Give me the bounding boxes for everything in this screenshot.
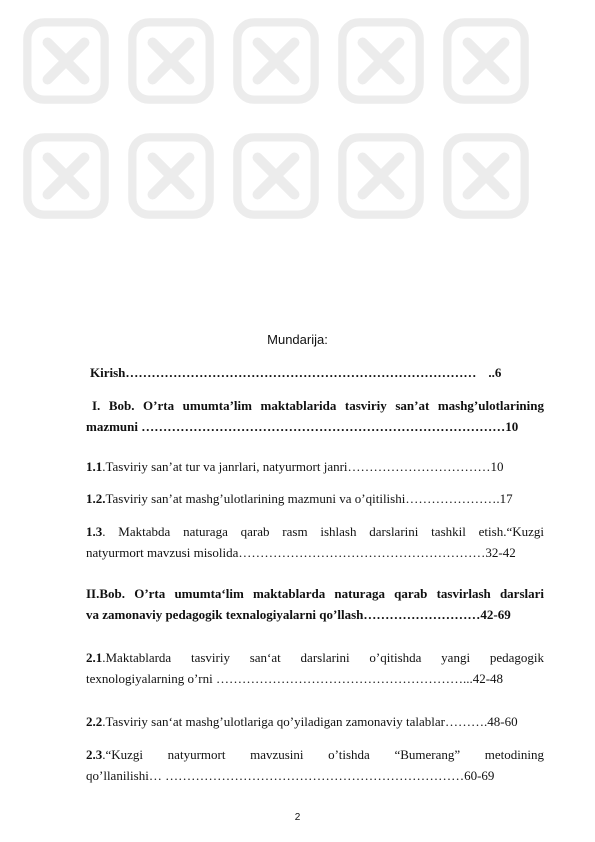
toc-label-line: natyurmort mavzusi misolida <box>86 544 239 560</box>
toc-page: ..6 <box>488 365 502 380</box>
toc-entry-kirish[interactable] <box>90 363 548 384</box>
watermark-logo-icon <box>125 15 217 107</box>
toc-page: ...42-48 <box>462 670 504 686</box>
toc-number: 2.2 <box>86 714 103 729</box>
toc-page: …60-69 <box>451 767 495 783</box>
toc-label: .Tasviriy san’at tur va janrlari, natyurmort janri <box>102 459 348 474</box>
toc-dots: ………………………………………………………… <box>165 767 452 783</box>
watermark-logo-icon <box>440 15 532 107</box>
toc-page: 42-69 <box>480 606 511 622</box>
toc-label-line: II.Bob. O’rta umumta‘lim maktablarda naturaga qarab tasvirlash darslari <box>86 586 544 601</box>
toc-dots: ………………… <box>405 491 497 506</box>
toc-dots: ………………………………………………………………………… <box>141 418 506 434</box>
toc-entry-1-1[interactable] <box>86 457 544 478</box>
toc-number: 1.1 <box>86 459 103 474</box>
toc-entry-2-2[interactable] <box>86 712 544 733</box>
toc-page: ……32-42 <box>459 544 516 560</box>
toc-page: .48-60 <box>484 714 518 729</box>
toc-entry-bob-1[interactable] <box>86 396 544 437</box>
toc-page: .17 <box>496 491 513 506</box>
toc-label-line: I. Bob. O’rta umumta’lim maktablarida tasviriy san’at mashg’ulotlarining <box>92 398 544 413</box>
toc-entry-2-3[interactable] <box>86 745 544 786</box>
watermark-logo-icon <box>230 130 322 222</box>
toc-label-line: qo’llanilishi… <box>86 767 166 783</box>
toc-number: 2.3 <box>86 747 103 762</box>
watermark-logo-icon <box>440 130 532 222</box>
watermark-logo-icon <box>125 130 217 222</box>
toc-entry-bob-2[interactable] <box>86 584 544 625</box>
toc-dots: ……………………… <box>363 606 481 622</box>
toc-page: 10 <box>490 459 504 474</box>
toc-label-line: mazmuni <box>86 418 142 434</box>
toc-page: 10 <box>505 418 519 434</box>
toc-dots: ……………………………………………………………………… <box>125 365 477 380</box>
toc-label-line: va zamonaviy pedagogik texnalogiyalarni qo’llash <box>86 606 364 622</box>
toc-number: 2.1 <box>86 650 103 665</box>
toc-label: Kirish <box>90 365 126 380</box>
toc-label-line: texnologiyalarning o’rni <box>86 670 216 686</box>
toc-label-line: .Maktablarda tasviriy san‘at darslarini o’qitishda yangi pedagogik <box>102 650 544 665</box>
toc-label: .Tasviriy san‘at mashg’ulotlariga qo’yiladigan zamonaviy talablar <box>102 714 446 729</box>
toc-dots: ………………………………………………… <box>215 670 463 686</box>
toc-number: 1.3 <box>86 524 103 539</box>
toc-label-line: .“Kuzgi natyurmort mavzusini o’tishda “Bumerang” metodining <box>102 747 544 762</box>
toc-dots: …………………………………………… <box>238 544 460 560</box>
toc-number: 1.2. <box>86 491 106 506</box>
page-number: 2 <box>294 812 301 823</box>
toc-entry-2-1[interactable] <box>86 648 544 689</box>
page-title: Mundarija: <box>267 332 328 347</box>
toc-entry-1-3[interactable] <box>86 522 544 563</box>
watermark-logo-icon <box>335 15 427 107</box>
watermark-logo-icon <box>20 130 112 222</box>
toc-dots: ……… <box>445 714 485 729</box>
watermark-logo-icon <box>230 15 322 107</box>
toc-entry-1-2[interactable] <box>86 489 544 510</box>
watermark <box>0 0 595 300</box>
toc-dots: …………………………… <box>347 459 491 474</box>
toc-label-line: . Maktabda naturaga qarab rasm ishlash darslarini tashkil etish.“Kuzgi <box>102 524 544 539</box>
watermark-logo-icon <box>20 15 112 107</box>
watermark-logo-icon <box>335 130 427 222</box>
toc-label: Tasviriy san’at mashg’ulotlarining mazmuni va o’qitilishi <box>105 491 406 506</box>
